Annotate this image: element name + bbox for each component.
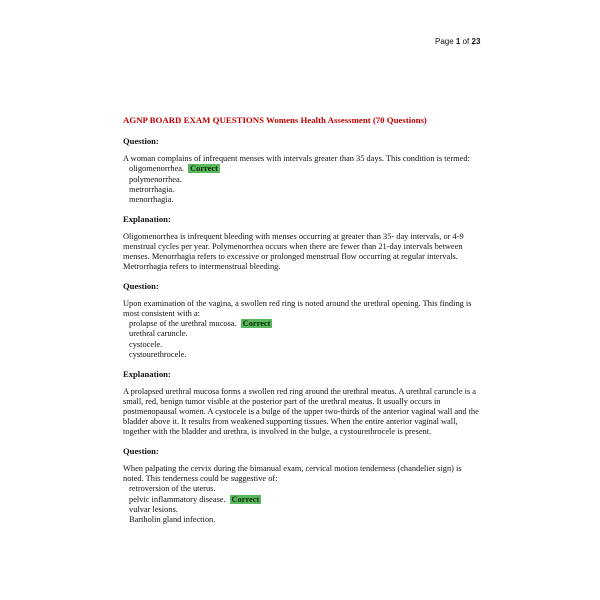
document-title: AGNP BOARD EXAM QUESTIONS Womens Health Assessment (70 Questions) <box>123 115 427 125</box>
explanation-block <box>123 232 483 273</box>
page-of: of <box>462 37 470 46</box>
answer-option: cystourethrocele. <box>129 350 187 360</box>
question-text: When palpating the cervix during the bimanual exam, cervical motion tenderness (chandelier sign) is noted. This tenderness could be suggestive of: <box>123 463 462 483</box>
explanation-block <box>123 387 483 438</box>
explanation-text: A prolapsed urethral mucosa forms a swollen red ring around the urethral meatus. A urethral caruncle is a small, red, benign tumor visible at the posterior part of the urethral meatus. It usually occurs in postmenopausal women. A cystocele is a bulge of the upper two-thirds of the anterior vaginal wall and the bladder above it. It results from weakened supporting tissues. When the entire anterior vaginal wall, together with the bladder and urethra, is involved in the bulge, a cystourethrocele is present. <box>123 386 479 437</box>
answer-option: pelvic inflammatory disease. Correct <box>129 494 260 504</box>
explanation-heading: Explanation: <box>123 213 171 224</box>
explanation-heading: Explanation: <box>123 368 171 379</box>
answer-option: cystocele. <box>129 339 163 349</box>
explanation-text: Oligomenorrhea is infrequent bleeding with menses occurring at greater than 35- day intervals, or 4-9 menstrual cycles per year. Polymenorrhea occurs when there are fewer than 21-day intervals between menses. Menorrhagia refers to excessive or prolonged menstrual flow occurring at regular intervals. Metrorrhagia refers to intermenstrual bleeding. <box>123 231 464 272</box>
answer-option: vulvar lesions. <box>129 504 178 514</box>
page-total: 23 <box>471 37 481 46</box>
correct-badge: Correct <box>231 494 260 504</box>
answer-option: metrorrhagia. <box>129 185 175 195</box>
document-content <box>123 115 483 534</box>
answer-option: retroversion of the uterus. <box>129 484 216 494</box>
question-heading: Question: <box>123 280 159 291</box>
question-block <box>123 464 483 526</box>
answer-option: prolapse of the urethral mucosa. Correct <box>129 319 271 329</box>
page-number <box>435 37 480 46</box>
answer-option: oligomenorrhea. Correct <box>129 164 218 174</box>
question-text: A woman complains of infrequent menses with intervals greater than 35 days. This condition is termed: <box>123 154 470 163</box>
page-prefix: Page <box>435 37 454 46</box>
answer-option: Bartholin gland infection. <box>129 515 216 525</box>
correct-badge: Correct <box>242 319 271 329</box>
answer-option: menorrhagia. <box>129 195 174 205</box>
question-block <box>123 154 483 206</box>
question-text: Upon examination of the vagina, a swollen red ring is noted around the urethral opening. This finding is most consistent with a: <box>123 298 472 318</box>
correct-badge: Correct <box>190 164 218 174</box>
question-block <box>123 299 483 361</box>
answer-option: urethral caruncle. <box>129 329 188 339</box>
question-heading: Question: <box>123 445 159 456</box>
answer-option: polymenorrhea. <box>129 174 182 184</box>
page-current: 1 <box>455 37 461 46</box>
question-heading: Question: <box>123 136 159 146</box>
